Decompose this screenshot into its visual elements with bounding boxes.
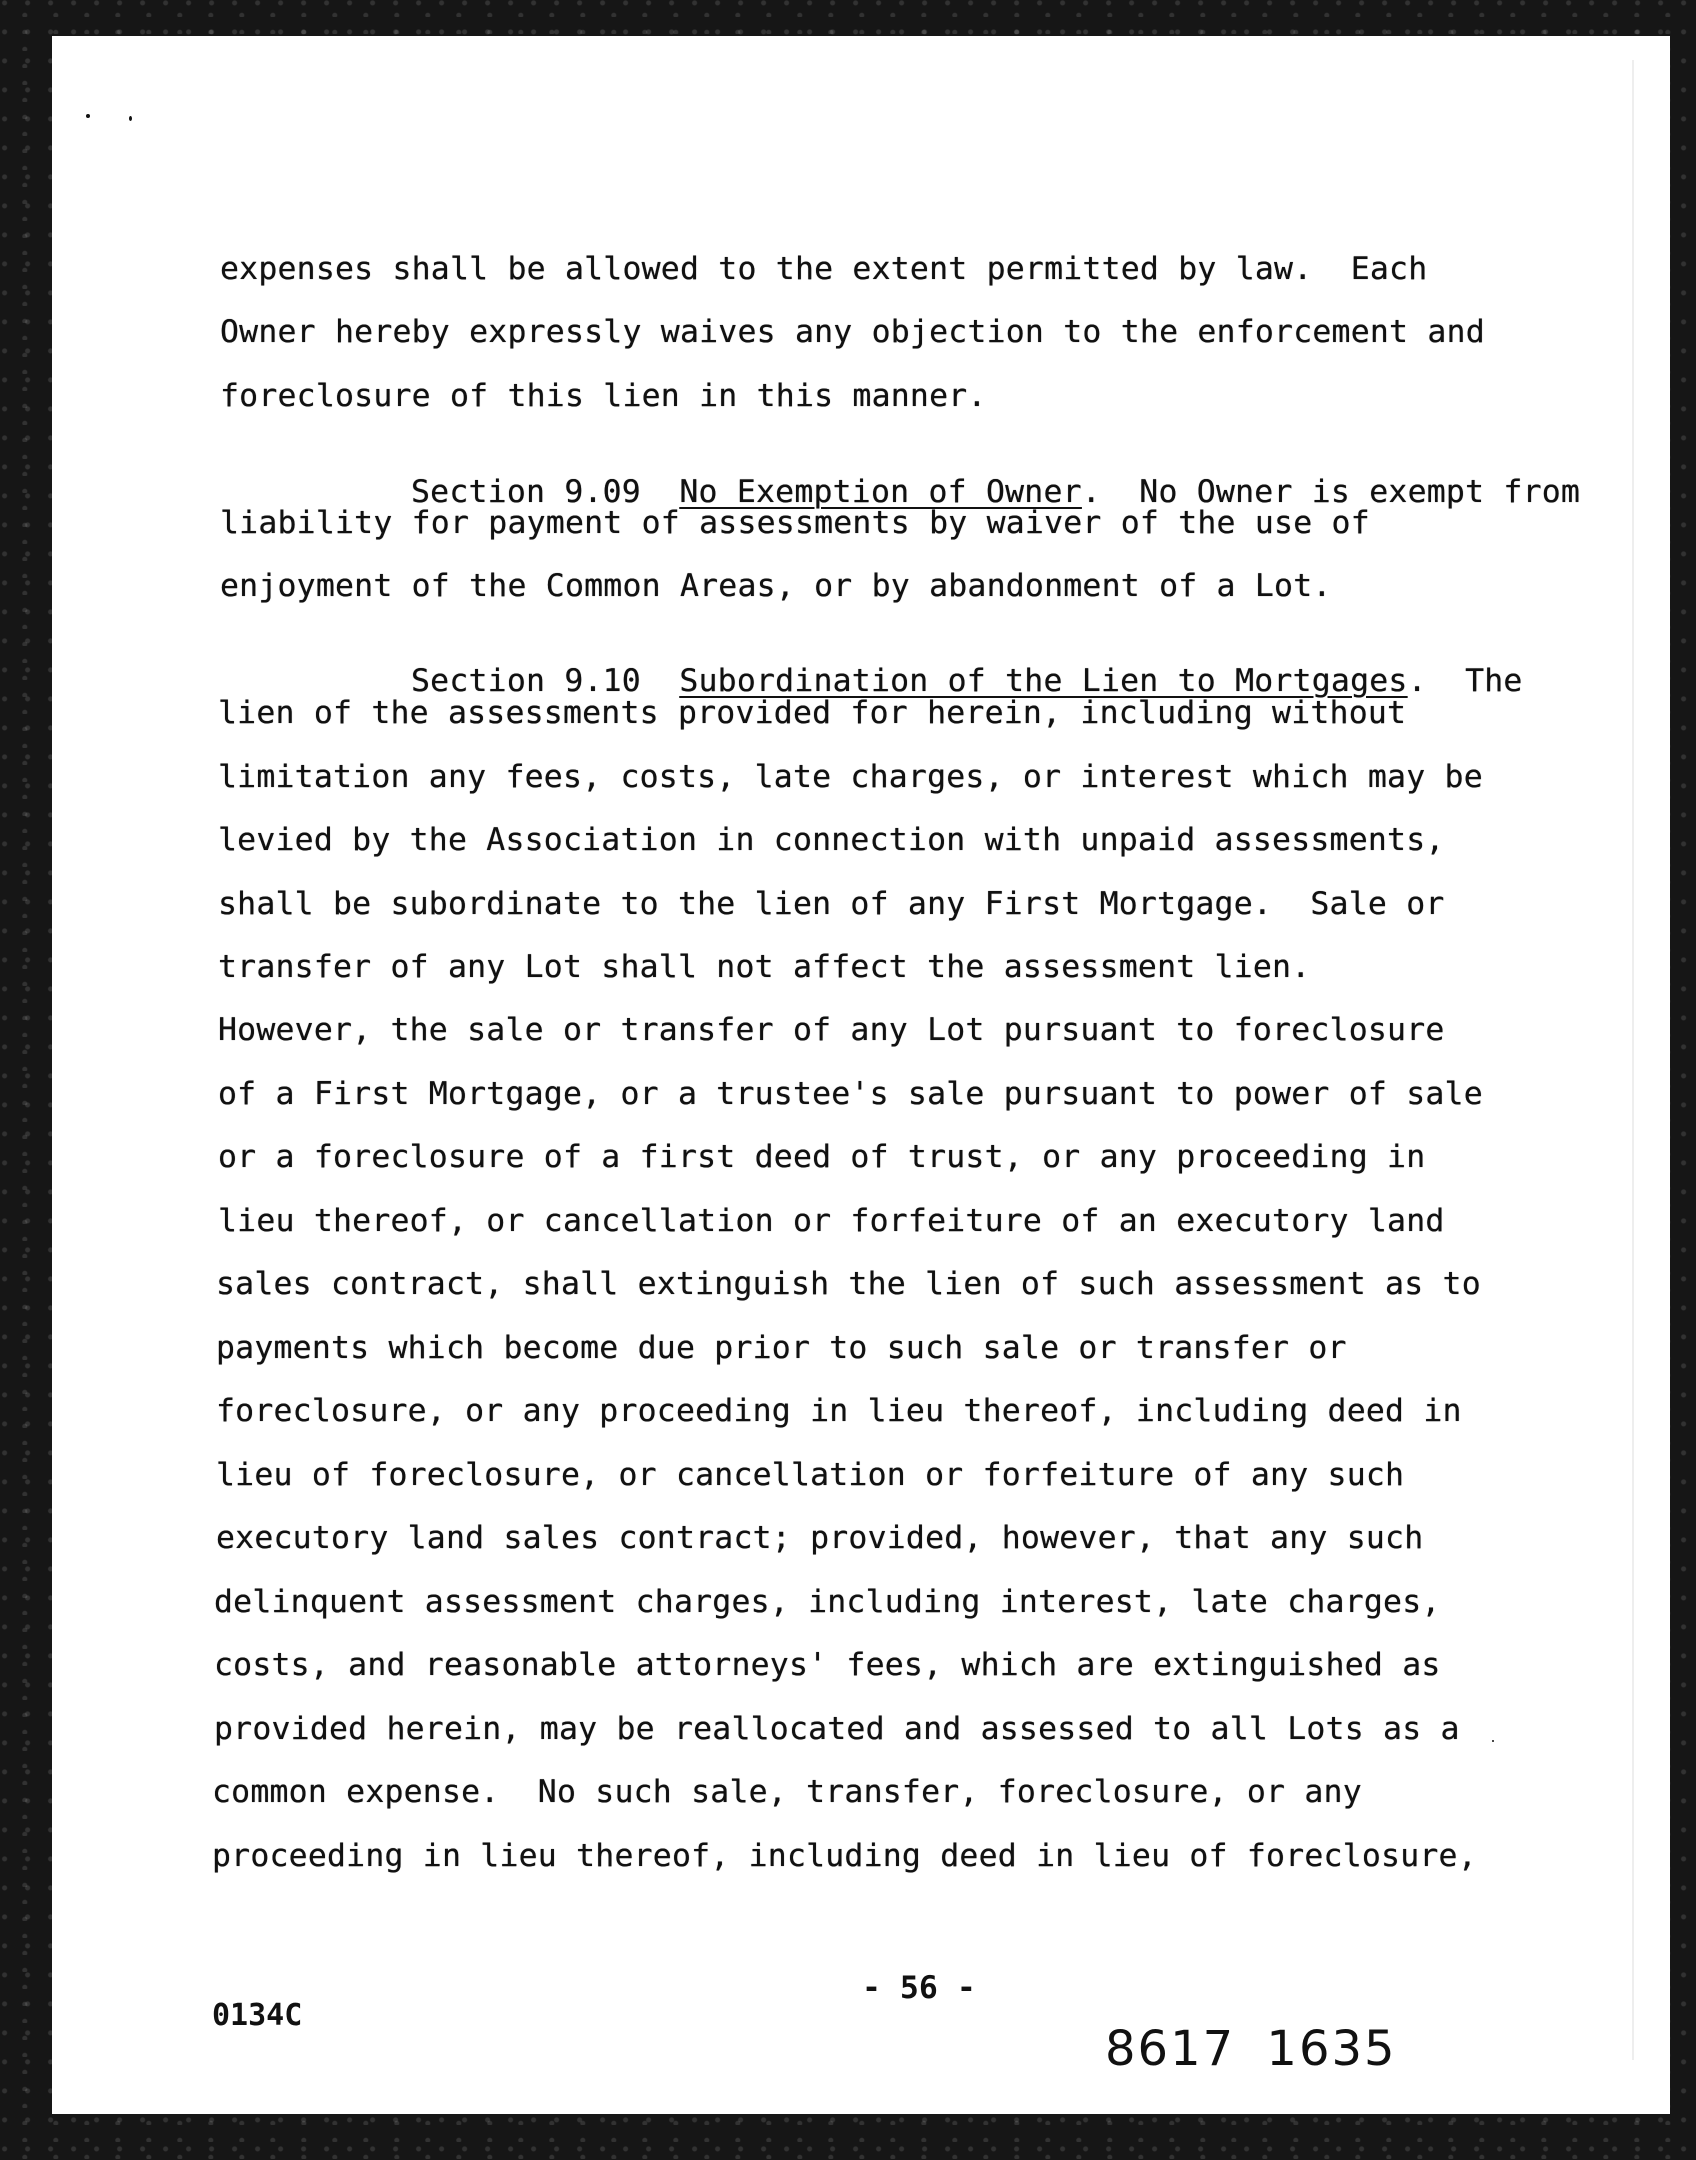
paragraph-line: lieu thereof, or cancellation or forfeiture of an executory land (218, 1203, 1445, 1239)
paragraph-line: payments which become due prior to such sale or transfer or (216, 1330, 1347, 1366)
page-number: - 56 - (862, 1970, 976, 2006)
paragraph-line: foreclosure, or any proceeding in lieu thereof, including deed in (216, 1393, 1462, 1429)
paragraph-line: or a foreclosure of a first deed of trust, or any proceeding in (218, 1139, 1426, 1175)
section-heading-continuation: . No Owner is exempt from (1081, 473, 1581, 510)
section-number: Section 9.10 (411, 662, 641, 699)
paragraph-line: of a First Mortgage, or a trustee's sale pursuant to power of sale (218, 1076, 1483, 1112)
paragraph-line: common expense. No such sale, transfer, foreclosure, or any (212, 1774, 1362, 1810)
paragraph-line: enjoyment of the Common Areas, or by abandonment of a Lot. (220, 568, 1332, 604)
paragraph-line: provided herein, may be reallocated and assessed to all Lots as a (214, 1711, 1460, 1747)
paragraph-line: However, the sale or transfer of any Lot pursuant to foreclosure (218, 1012, 1445, 1048)
section-title: Subordination of the Lien to Mortgages (679, 662, 1408, 699)
paragraph-line: Owner hereby expressly waives any objection to the enforcement and (220, 314, 1485, 350)
paragraph-line: lien of the assessments provided for herein, including without (218, 695, 1407, 731)
paragraph-line: delinquent assessment charges, including interest, late charges, (214, 1584, 1441, 1620)
document-code: 0134C (212, 1998, 303, 2033)
paragraph-line: levied by the Association in connection with unpaid assessments, (218, 822, 1445, 858)
paragraph-line: sales contract, shall extinguish the lien of such assessment as to (216, 1266, 1481, 1302)
document-body (52, 36, 1670, 2114)
paragraph-line: executory land sales contract; provided, however, that any such (216, 1520, 1424, 1556)
section-heading-continuation: . The (1407, 662, 1523, 699)
document-page (52, 36, 1670, 2114)
paragraph-line: costs, and reasonable attorneys' fees, which are extinguished as (214, 1647, 1441, 1683)
paragraph-line: liability for payment of assessments by waiver of the use of (220, 505, 1370, 541)
section-number: Section 9.09 (411, 473, 641, 510)
section-title: No Exemption of Owner (679, 473, 1082, 510)
paragraph-line: limitation any fees, costs, late charges, or interest which may be (218, 759, 1483, 795)
paragraph-line: proceeding in lieu thereof, including deed in lieu of foreclosure, (212, 1838, 1477, 1874)
paragraph-line: transfer of any Lot shall not affect the assessment lien. (218, 949, 1311, 985)
paragraph-line: lieu of foreclosure, or cancellation or forfeiture of any such (216, 1457, 1405, 1493)
paragraph-line: expenses shall be allowed to the extent permitted by law. Each (220, 251, 1428, 287)
paragraph-line: foreclosure of this lien in this manner. (220, 378, 987, 414)
scan-streak (1632, 60, 1634, 2060)
paragraph-line: shall be subordinate to the lien of any First Mortgage. Sale or (218, 886, 1445, 922)
recording-stamp-number: 8617 1635 (1105, 2021, 1397, 2077)
